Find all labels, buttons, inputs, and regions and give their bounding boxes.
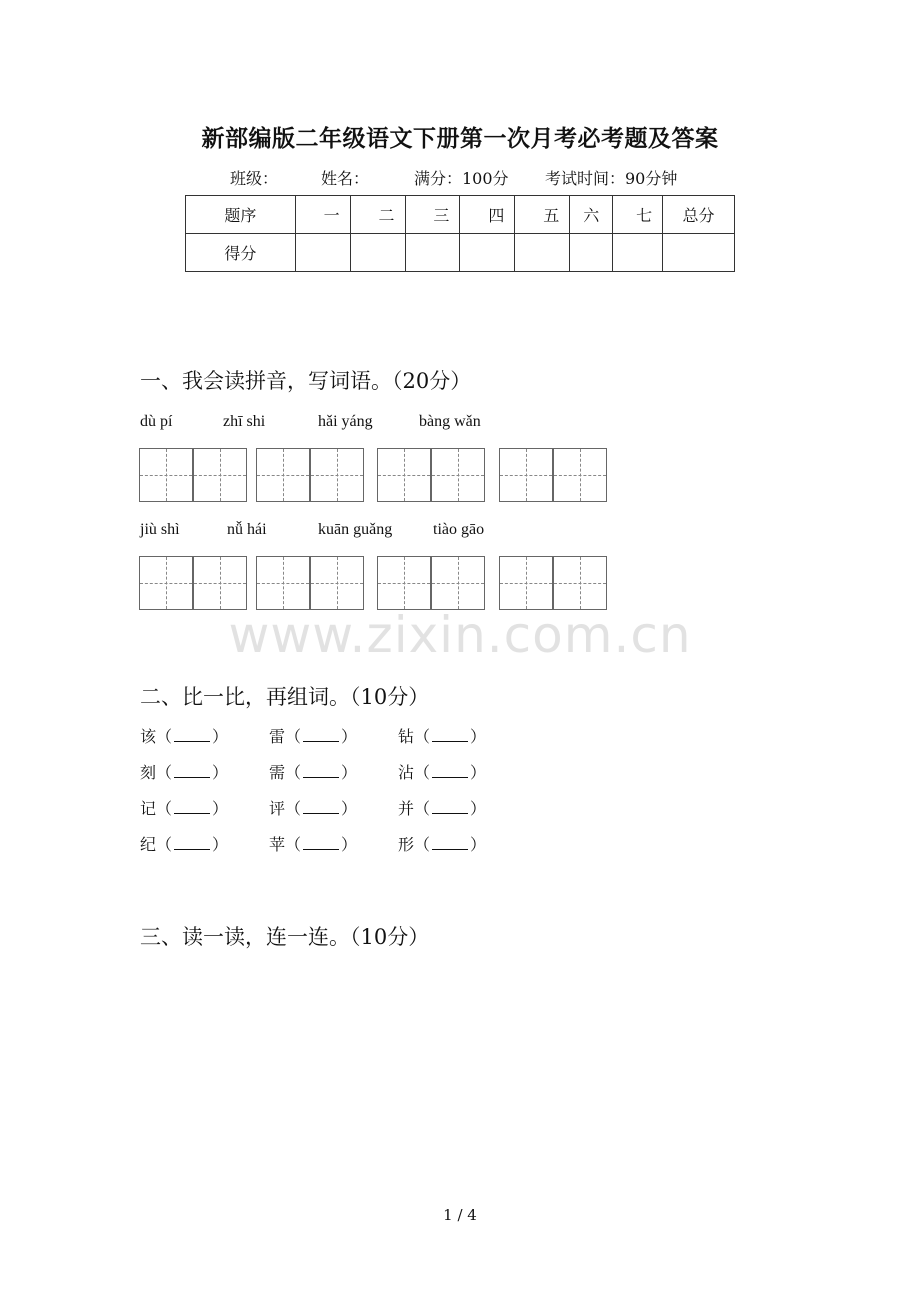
pinyin-word: tiào gāo xyxy=(433,521,485,538)
word-box xyxy=(499,448,607,502)
tianzige-cell[interactable] xyxy=(499,448,553,502)
open-paren: （ xyxy=(285,835,302,854)
score-entry-cell[interactable] xyxy=(405,234,460,272)
pinyin-word: zhī shi xyxy=(223,413,266,430)
base-character: 苹 xyxy=(269,835,286,854)
close-paren: ） xyxy=(341,799,358,818)
pinyin-word: nǚ hái xyxy=(227,521,267,538)
pinyin-word: jiù shì xyxy=(140,521,180,538)
open-paren: （ xyxy=(156,799,173,818)
base-character: 雷 xyxy=(269,727,286,746)
score-header-cell: 题序 xyxy=(186,196,296,234)
word-combination-item xyxy=(398,796,486,819)
score-header-cell: 四 xyxy=(460,196,515,234)
score-header-cell: 七 xyxy=(613,196,663,234)
close-paren: ） xyxy=(341,835,358,854)
tianzige-cell[interactable] xyxy=(139,448,193,502)
tianzige-cell[interactable] xyxy=(431,556,485,610)
word-combination-item xyxy=(140,760,228,783)
word-combination-item xyxy=(140,832,228,855)
pinyin-word: bàng wǎn xyxy=(419,413,481,430)
score-row-label: 得分 xyxy=(186,234,296,272)
answer-blank[interactable] xyxy=(303,835,339,850)
tianzige-cell[interactable] xyxy=(256,448,310,502)
score-header-cell: 二 xyxy=(350,196,405,234)
word-box xyxy=(377,448,485,502)
tianzige-cell[interactable] xyxy=(377,556,431,610)
open-paren: （ xyxy=(285,763,302,782)
tianzige-cell[interactable] xyxy=(553,556,607,610)
base-character: 并 xyxy=(398,799,415,818)
pinyin-word: kuān guǎng xyxy=(318,521,393,538)
open-paren: （ xyxy=(156,763,173,782)
word-combination-item xyxy=(269,760,357,783)
answer-blank[interactable] xyxy=(432,763,468,778)
score-entry-cell[interactable] xyxy=(460,234,515,272)
score-entry-cell[interactable] xyxy=(613,234,663,272)
pinyin-word: dù pí xyxy=(140,413,173,430)
exam-time: 考试时间：90分钟 xyxy=(545,169,678,188)
word-box xyxy=(139,448,247,502)
score-table xyxy=(185,195,735,272)
section-3-title: 三、读一读，连一连。（10分） xyxy=(140,925,430,949)
tianzige-cell[interactable] xyxy=(553,448,607,502)
tianzige-cell[interactable] xyxy=(431,448,485,502)
word-combination-item xyxy=(140,724,228,747)
score-entry-cell[interactable] xyxy=(295,234,350,272)
tianzige-cell[interactable] xyxy=(139,556,193,610)
watermark: www.zixin.com.cn xyxy=(228,606,692,664)
score-header-cell: 总分 xyxy=(663,196,735,234)
answer-blank[interactable] xyxy=(174,727,210,742)
open-paren: （ xyxy=(156,835,173,854)
tianzige-cell[interactable] xyxy=(499,556,553,610)
score-header-cell: 五 xyxy=(515,196,570,234)
base-character: 需 xyxy=(269,763,286,782)
base-character: 形 xyxy=(398,835,415,854)
score-header-cell: 一 xyxy=(295,196,350,234)
score-header-cell: 三 xyxy=(405,196,460,234)
base-character: 记 xyxy=(140,799,157,818)
base-character: 钻 xyxy=(398,727,415,746)
base-character: 该 xyxy=(140,727,157,746)
close-paren: ） xyxy=(341,727,358,746)
name-label: 姓名： xyxy=(321,169,370,188)
open-paren: （ xyxy=(414,799,431,818)
close-paren: ） xyxy=(470,835,487,854)
tianzige-cell[interactable] xyxy=(256,556,310,610)
tianzige-cell[interactable] xyxy=(193,556,247,610)
word-combination-item xyxy=(269,724,357,747)
tianzige-cell[interactable] xyxy=(193,448,247,502)
word-combination-item xyxy=(269,832,357,855)
open-paren: （ xyxy=(285,799,302,818)
answer-blank[interactable] xyxy=(303,727,339,742)
answer-blank[interactable] xyxy=(174,835,210,850)
answer-blank[interactable] xyxy=(432,799,468,814)
answer-blank[interactable] xyxy=(303,763,339,778)
close-paren: ） xyxy=(470,727,487,746)
answer-blank[interactable] xyxy=(303,799,339,814)
pinyin-word: hǎi yáng xyxy=(318,413,373,430)
word-box xyxy=(256,556,364,610)
word-box xyxy=(139,556,247,610)
word-combination-item xyxy=(398,832,486,855)
base-character: 沾 xyxy=(398,763,415,782)
tianzige-cell[interactable] xyxy=(310,448,364,502)
open-paren: （ xyxy=(156,727,173,746)
open-paren: （ xyxy=(285,727,302,746)
close-paren: ） xyxy=(212,799,229,818)
class-label: 班级： xyxy=(230,169,279,188)
document-title: 新部编版二年级语文下册第一次月考必考题及答案 xyxy=(201,125,719,152)
page-number: 1 / 4 xyxy=(443,1206,477,1224)
close-paren: ） xyxy=(470,763,487,782)
word-combination-item xyxy=(398,724,486,747)
word-box xyxy=(256,448,364,502)
score-entry-cell[interactable] xyxy=(663,234,735,272)
score-table-header-row xyxy=(186,196,735,234)
score-entry-cell[interactable] xyxy=(515,234,570,272)
word-combination-item xyxy=(269,796,357,819)
score-table-score-row xyxy=(186,234,735,272)
answer-blank[interactable] xyxy=(432,835,468,850)
base-character: 刻 xyxy=(140,763,157,782)
word-combination-item xyxy=(398,760,486,783)
base-character: 评 xyxy=(269,799,286,818)
word-combination-item xyxy=(140,796,228,819)
word-box xyxy=(499,556,607,610)
answer-blank[interactable] xyxy=(432,727,468,742)
score-header-cell: 六 xyxy=(570,196,613,234)
tianzige-cell[interactable] xyxy=(310,556,364,610)
tianzige-cell[interactable] xyxy=(377,448,431,502)
score-entry-cell[interactable] xyxy=(570,234,613,272)
close-paren: ） xyxy=(470,799,487,818)
open-paren: （ xyxy=(414,763,431,782)
close-paren: ） xyxy=(212,727,229,746)
open-paren: （ xyxy=(414,835,431,854)
base-character: 纪 xyxy=(140,835,157,854)
answer-blank[interactable] xyxy=(174,799,210,814)
score-entry-cell[interactable] xyxy=(350,234,405,272)
open-paren: （ xyxy=(414,727,431,746)
word-box xyxy=(377,556,485,610)
close-paren: ） xyxy=(341,763,358,782)
close-paren: ） xyxy=(212,763,229,782)
answer-blank[interactable] xyxy=(174,763,210,778)
section-1-title: 一、我会读拼音，写词语。（20分） xyxy=(140,369,472,393)
close-paren: ） xyxy=(212,835,229,854)
full-score: 满分：100分 xyxy=(414,169,509,188)
section-2-title: 二、比一比，再组词。（10分） xyxy=(140,685,430,709)
